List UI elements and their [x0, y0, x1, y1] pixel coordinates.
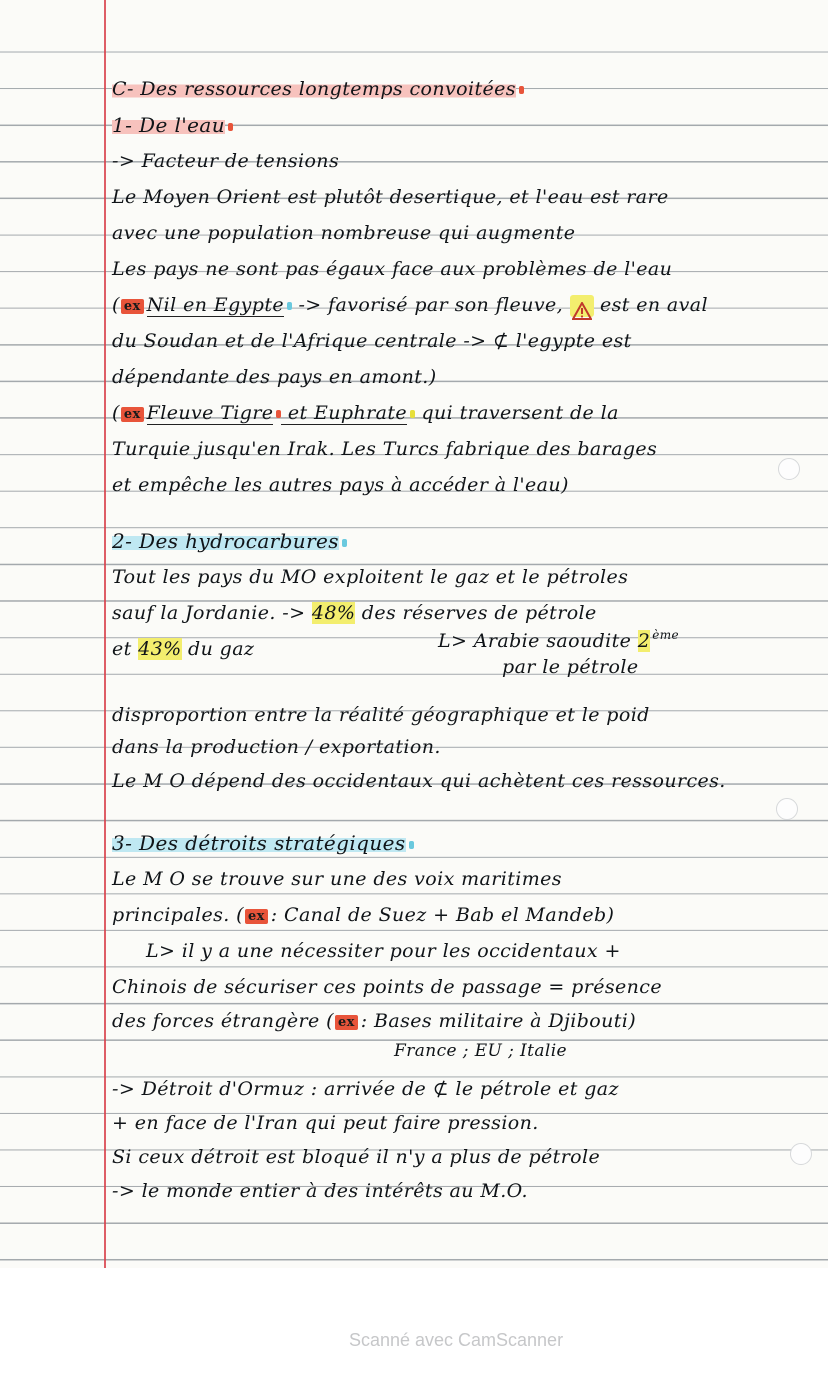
note-line: sauf la Jordanie. -> 48% des réserves de pétrole — [112, 602, 597, 624]
note-line: et empêche les autres pays à accéder à l'eau) — [112, 474, 569, 496]
scanner-watermark: Scanné avec CamScanner — [348, 1330, 564, 1350]
margin-line — [104, 0, 106, 1268]
example-badge: ex — [121, 299, 144, 314]
note-line: Le M O se trouve sur une des voix maritimes — [112, 868, 562, 890]
note-line: ( ex Fleuve Tigre et Euphrate qui traversent de la — [112, 402, 619, 424]
note-line: Tout les pays du MO exploitent le gaz et le pétroles — [112, 566, 629, 588]
note-line: dans la production / exportation. — [112, 736, 441, 758]
note-line: du Soudan et de l'Afrique centrale -> ⊄ l'egypte est — [112, 330, 632, 352]
note-line: L> il y a une nécessiter pour les occidentaux + — [146, 940, 621, 962]
note-line: + en face de l'Iran qui peut faire pression. — [112, 1112, 539, 1134]
note-line: dépendante des pays en amont.) — [112, 366, 437, 388]
note-line: -> le monde entier à des intérêts au M.O. — [112, 1180, 528, 1202]
note-line: -> Facteur de tensions — [112, 150, 340, 172]
example-badge: ex — [121, 407, 144, 422]
subsection-title-detroits: 3- Des détroits stratégiques — [112, 826, 414, 860]
handwritten-notes — [112, 0, 822, 1268]
section-title: C- Des ressources longtemps convoitées — [112, 72, 524, 106]
warning-icon — [572, 297, 592, 315]
note-line: Turquie jusqu'en Irak. Les Turcs fabrique des barages — [112, 438, 658, 460]
note-line: Le M O dépend des occidentaux qui achètent ces ressources. — [112, 770, 726, 792]
note-line: Le Moyen Orient est plutôt desertique, et l'eau est rare — [112, 186, 669, 208]
note-line: -> Détroit d'Ormuz : arrivée de ⊄ le pétrole et gaz — [112, 1078, 619, 1100]
note-line: Les pays ne sont pas égaux face aux problèmes de l'eau — [112, 258, 673, 280]
note-line: France ; EU ; Italie — [394, 1041, 568, 1061]
subsection-title-eau: 1- De l'eau — [112, 108, 233, 142]
note-line: avec une population nombreuse qui augmente — [112, 222, 576, 244]
note-line: par le pétrole — [502, 656, 639, 678]
note-line: L> Arabie saoudite 2 $^{ème}$ — [438, 628, 680, 652]
note-line: et 43% du gaz — [112, 638, 255, 660]
note-line: des forces étrangère ( ex : Bases militaire à Djibouti) — [112, 1010, 637, 1032]
note-line: disproportion entre la réalité géographique et le poid — [112, 704, 650, 726]
note-line: principales. ( ex : Canal de Suez + Bab el Mandeb) — [112, 904, 615, 926]
example-badge: ex — [245, 909, 268, 924]
note-line: ( ex Nil en Egypte -> favorisé par son fleuve, est en aval — [112, 288, 708, 322]
subsection-title-hydrocarbures: 2- Des hydrocarbures — [112, 524, 347, 558]
example-badge: ex — [335, 1015, 358, 1030]
note-line: Chinois de sécuriser ces points de passage = présence — [112, 976, 662, 998]
note-line: Si ceux détroit est bloqué il n'y a plus de pétrole — [112, 1146, 601, 1168]
